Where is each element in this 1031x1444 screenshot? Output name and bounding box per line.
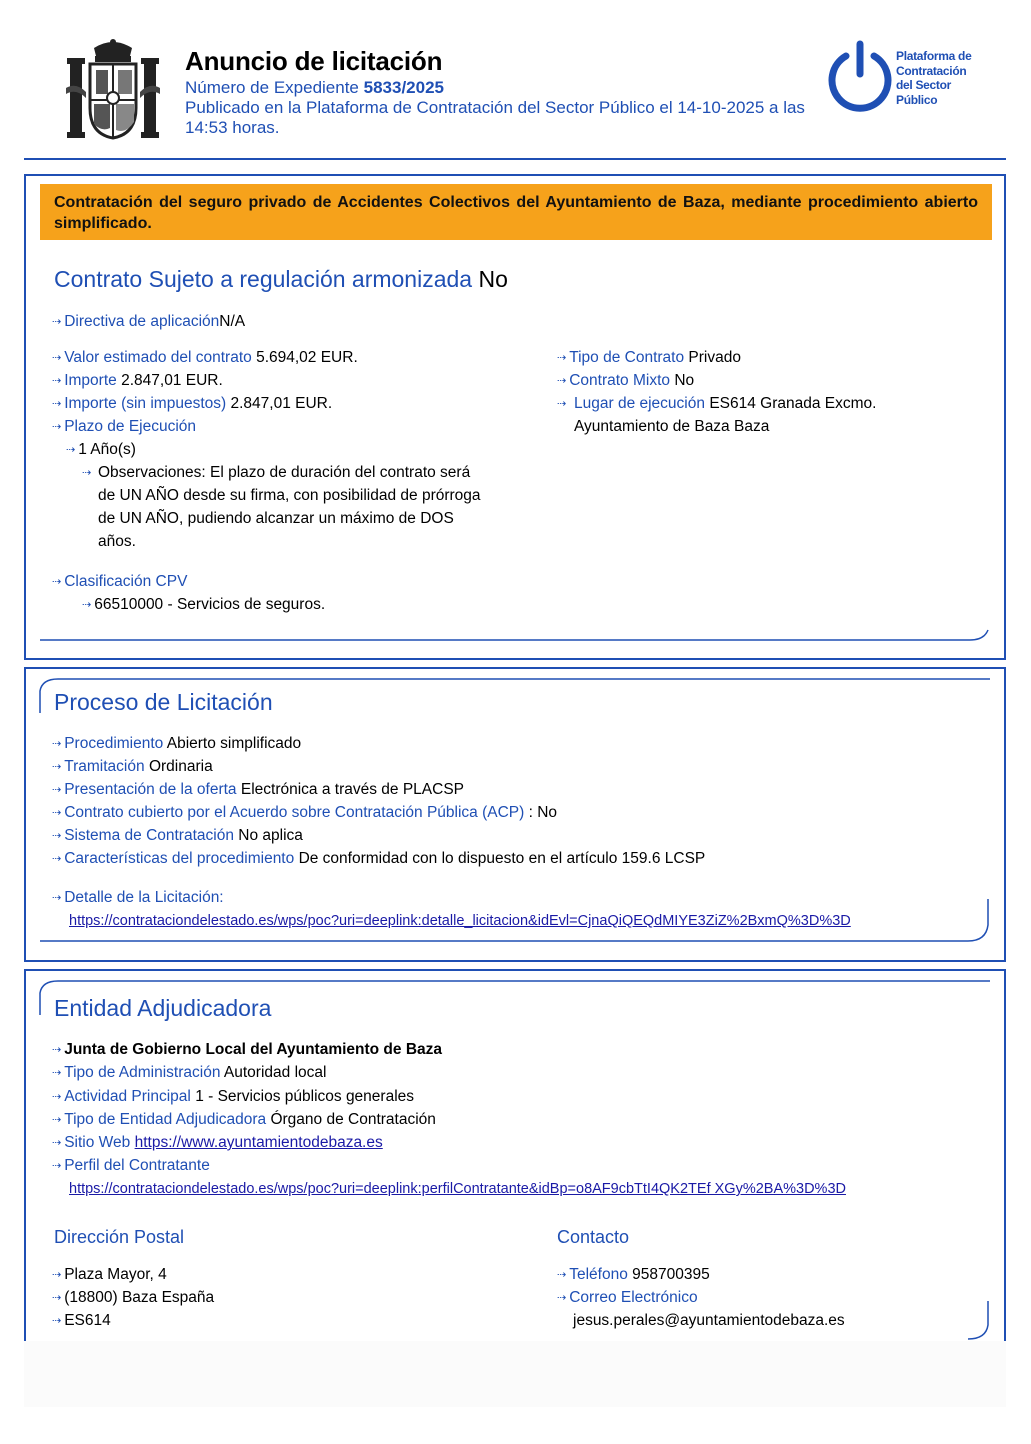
arrow-icon: ⇢ [52,783,62,796]
direccion-text: ES614 [64,1312,111,1329]
importe-value: 2.847,01 EUR. [121,372,223,389]
caracteristicas-label: Características del procedimiento [64,850,295,867]
arrow-icon: ⇢ [557,374,567,387]
tipo-entidad-value: Órgano de Contratación [270,1111,436,1128]
arrow-icon: ⇢ [52,351,62,364]
mixto-row [557,369,694,392]
page-bottom-margin [24,1341,1006,1407]
platform-logo [824,40,994,116]
power-icon [824,40,894,116]
tipo-value: Privado [688,349,741,366]
expediente-label: Número de Expediente [185,78,359,97]
lugar-row [557,392,897,438]
entidad-nombre: Junta de Gobierno Local del Ayuntamiento de Baza [64,1041,443,1058]
observaciones-row [82,461,482,553]
detalle-label: Detalle de la Licitación: [64,889,224,906]
armonizada-label: Contrato Sujeto a regulación armonizada [54,266,473,292]
telefono-label: Teléfono [569,1266,628,1283]
presentacion-value: Electrónica a través de PLACSP [240,781,465,798]
plazo-value-row [66,438,136,461]
tipo-entidad-label: Tipo de Entidad Adjudicadora [64,1111,267,1128]
direccion-text: (18800) Baza España [64,1289,215,1306]
tipo-admin-value: Autoridad local [223,1064,327,1081]
tipo-admin-label: Tipo de Administración [64,1064,221,1081]
cpv-value-row [82,593,325,616]
coat-of-arms-icon [64,38,162,142]
arrow-icon: ⇢ [66,443,76,456]
correo-row [557,1286,698,1309]
armonizada-heading [54,266,508,293]
tramitacion-row [52,755,213,778]
arrow-icon: ⇢ [52,315,62,328]
arrow-icon: ⇢ [557,1268,567,1281]
directiva-label: Directiva de aplicación [64,313,220,330]
direccion-line [52,1309,111,1332]
directiva-value: N/A [219,313,246,330]
arrow-icon: ⇢ [52,420,62,433]
arrow-icon: ⇢ [52,1291,62,1304]
importe-label: Importe [64,372,117,389]
entidad-nombre-row [52,1038,442,1061]
arrow-icon: ⇢ [52,575,62,588]
arrow-icon: ⇢ [557,397,567,410]
arrow-icon: ⇢ [52,760,62,773]
sitio-web-row [52,1131,383,1154]
perfil-label: Perfil del Contratante [64,1157,210,1174]
arrow-icon: ⇢ [52,829,62,842]
presentacion-label: Presentación de la oferta [64,781,237,798]
arrow-icon: ⇢ [82,598,92,611]
arrow-icon: ⇢ [52,1066,62,1079]
arrow-icon: ⇢ [82,466,92,479]
importe-row [52,369,223,392]
direccion-line [52,1263,167,1286]
arrow-icon: ⇢ [52,806,62,819]
tramitacion-value: Ordinaria [148,758,213,775]
directiva-row [52,310,245,333]
tipo-label: Tipo de Contrato [569,349,685,366]
direccion-line [52,1286,214,1309]
importe-sin-value: 2.847,01 EUR. [230,395,333,412]
telefono-row [557,1263,710,1286]
arrow-icon: ⇢ [52,852,62,865]
contract-title-banner: Contratación del seguro privado de Accidentes Colectivos del Ayuntamiento de Baza, mediante procedimiento abierto simplificado. [40,184,992,240]
plazo-label: Plazo de Ejecución [64,418,197,435]
detalle-licitacion-link[interactable]: https://contrataciondelestado.es/wps/poc?uri=deeplink:detalle_licitacion&idEvl=CjnaQiQEQdMIYE3ZiZ%2BxmQ%3D%3D [69,913,851,929]
correo-value: jesus.perales@ayuntamientodebaza.es [573,1312,845,1329]
perfil-link-row [69,1177,846,1201]
valor-value: 5.694,02 EUR. [256,349,358,366]
plazo-row [52,415,196,438]
sistema-label: Sistema de Contratación [64,827,234,844]
correo-value-row [573,1309,845,1332]
importe-sin-row [52,392,332,415]
procedimiento-value: Abierto simplificado [166,735,302,752]
actividad-label: Actividad Principal [64,1088,191,1105]
tramitacion-label: Tramitación [64,758,145,775]
logo-line: Público [896,92,938,107]
publication-date: Publicado en la Plataforma de Contratación del Sector Público el 14-10-2025 a las 14:53 horas. [185,98,805,137]
perfil-contratante-link[interactable]: https://contrataciondelestado.es/wps/poc?uri=deeplink:perfilContratante&idBp=o8AF9cbTtI4QK2TEf XGy%2BA%3D%3D [69,1181,846,1197]
cpv-value: 66510000 - Servicios de seguros. [94,596,326,613]
importe-sin-label: Importe (sin impuestos) [64,395,227,412]
caracteristicas-value: De conformidad con lo dispuesto en el artículo 159.6 LCSP [298,850,706,867]
cpv-label: Clasificación CPV [64,573,188,590]
detalle-row [52,886,224,909]
logo-line: Plataforma de [896,49,972,63]
plazo-value: 1 Año(s) [78,441,136,458]
contacto-title: Contacto [557,1227,630,1247]
sitio-web-link[interactable]: https://www.ayuntamientodebaza.es [134,1134,383,1151]
detalle-link-row [69,909,851,933]
arrow-icon: ⇢ [52,397,62,410]
cpv-row [52,570,187,593]
mixto-value: No [674,372,695,389]
arrow-icon: ⇢ [52,1136,62,1149]
arrow-icon: ⇢ [52,1314,62,1327]
procedimiento-label: Procedimiento [64,735,164,752]
entidad-section [24,969,1006,1341]
valor-row [52,346,358,369]
actividad-row [52,1085,414,1108]
tipo-admin-row [52,1061,326,1084]
arrow-icon: ⇢ [52,1043,62,1056]
tipo-row [557,346,741,369]
sitio-web-label: Sitio Web [64,1134,131,1151]
sistema-value: No aplica [238,827,303,844]
expediente-line [185,78,825,98]
arrow-icon: ⇢ [557,1291,567,1304]
acp-value: : No [528,804,558,821]
presentacion-row [52,778,464,801]
procedimiento-row [52,732,301,755]
page-title: Anuncio de licitación [185,46,443,76]
arrow-icon: ⇢ [557,351,567,364]
arrow-icon: ⇢ [52,374,62,387]
contract-section [24,174,1006,660]
arrow-icon: ⇢ [52,1090,62,1103]
acp-label: Contrato cubierto por el Acuerdo sobre Contratación Pública (ACP) [64,804,525,821]
arrow-icon: ⇢ [52,1159,62,1172]
caracteristicas-row [52,847,705,870]
arrow-icon: ⇢ [52,1113,62,1126]
proceso-section [24,667,1006,962]
tipo-entidad-row [52,1108,436,1131]
arrow-icon: ⇢ [52,1268,62,1281]
acp-row [52,801,557,824]
perfil-row [52,1154,210,1177]
entidad-title: Entidad Adjudicadora [54,995,272,1021]
armonizada-value: No [478,266,508,292]
actividad-value: 1 - Servicios públicos generales [195,1088,415,1105]
lugar-value: ES614 Granada Excmo. Ayuntamiento de Baza Baza [574,395,877,435]
logo-line: del Sector [896,78,952,92]
decorative-curve [40,628,992,644]
lugar-label: Lugar de ejecución [574,395,705,412]
observaciones-text: Observaciones: El plazo de duración del contrato será de UN AÑO desde su firma, con posibilidad de prórroga de UN AÑO, pudiendo alcanzar un máximo de DOS años. [98,464,481,550]
mixto-label: Contrato Mixto [569,372,671,389]
expediente-number: 5833/2025 [363,78,444,97]
proceso-title: Proceso de Licitación [54,689,273,715]
sistema-row [52,824,303,847]
platform-logo-text [896,49,971,107]
logo-line: Contratación [896,63,967,78]
valor-label: Valor estimado del contrato [64,349,252,366]
direccion-text: Plaza Mayor, 4 [64,1266,167,1283]
telefono-value: 958700395 [632,1266,710,1283]
arrow-icon: ⇢ [52,891,62,904]
direccion-title: Dirección Postal [54,1227,185,1247]
arrow-icon: ⇢ [52,737,62,750]
document-header [24,36,1006,160]
correo-label: Correo Electrónico [569,1289,698,1306]
